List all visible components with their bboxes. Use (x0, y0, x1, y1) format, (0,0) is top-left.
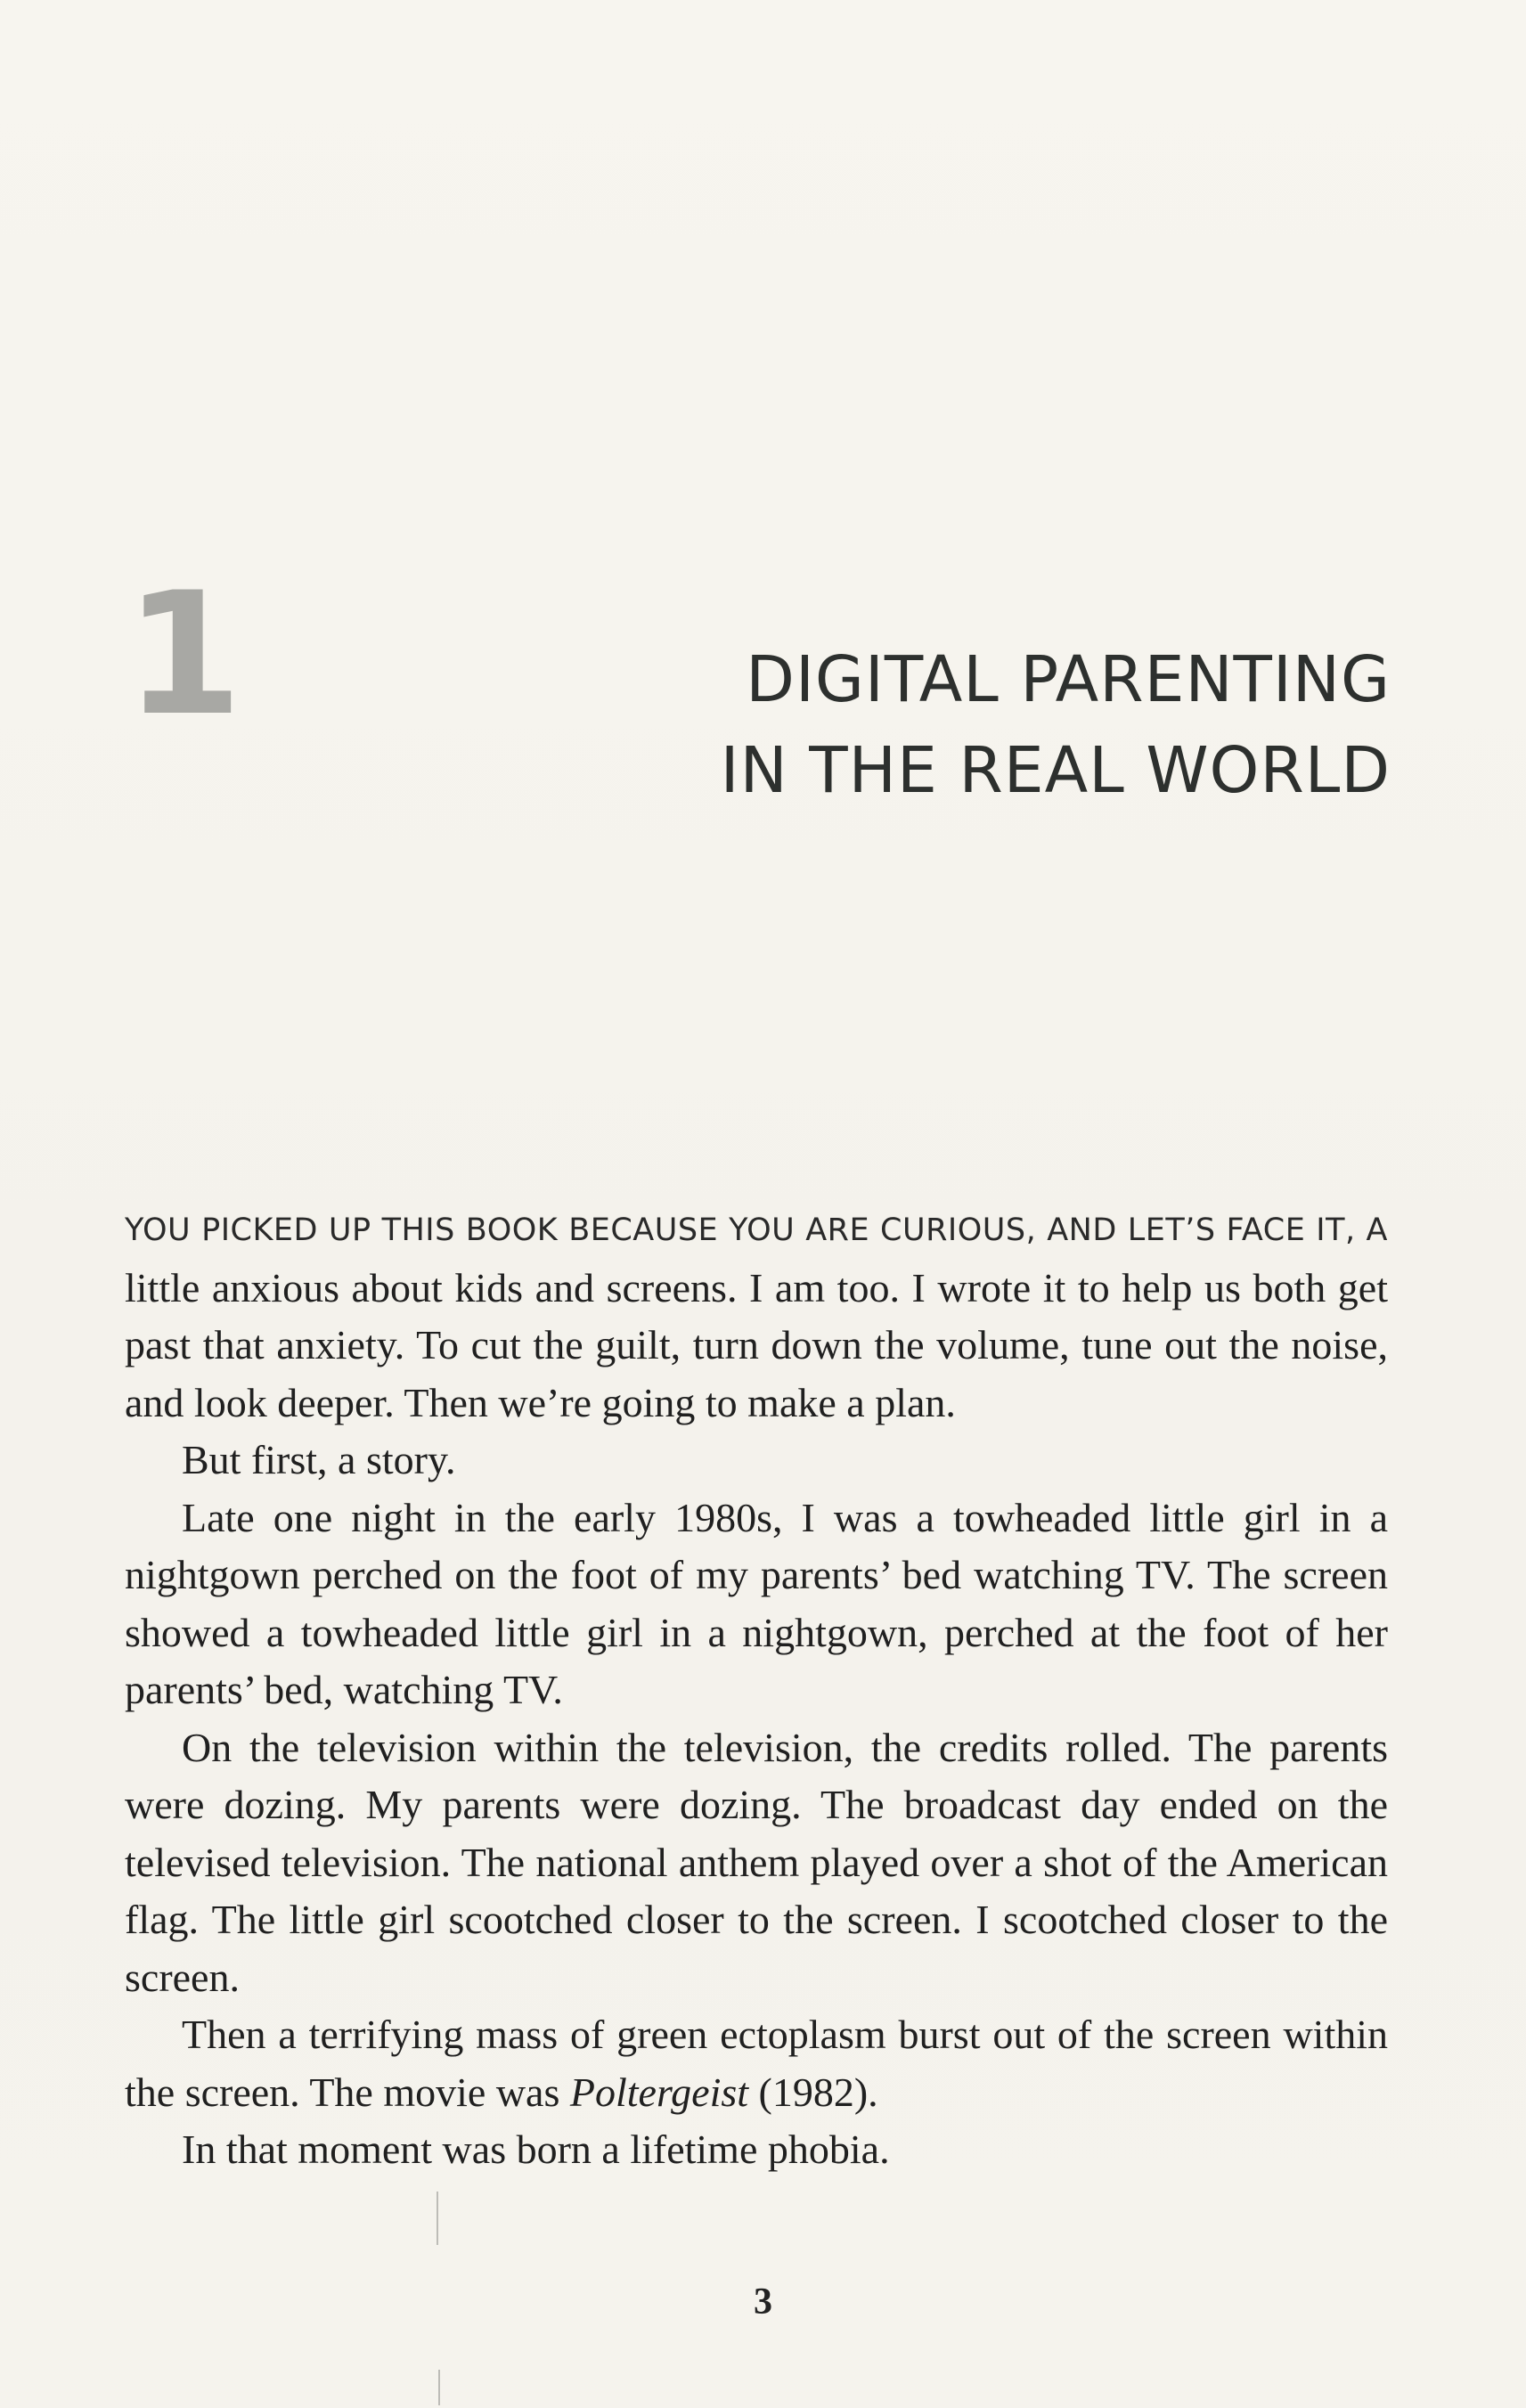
small-caps-lead-in: YOU PICKED UP THIS BOOK BECAUSE YOU ARE CURIOUS, AND LET’S FACE IT, A (125, 1212, 1388, 1248)
chapter-title-line-2: IN THE REAL WORLD (720, 733, 1391, 807)
movie-title: Poltergeist (569, 2069, 749, 2115)
scan-mark (437, 2192, 438, 2245)
paragraph-1-text: little anxious about kids and screens. I am too. I wrote it to help us both get past that anxiety. To cut the guilt, turn down the volume, tune out the noise, and look deeper. Then we’re going to make a plan. (125, 1264, 1388, 1425)
chapter-number: 1 (125, 556, 238, 753)
scan-mark (438, 2370, 440, 2405)
chapter-title-line-1: DIGITAL PARENTING (746, 642, 1391, 716)
paragraph-5-end: (1982). (748, 2069, 878, 2115)
paragraph-4: On the television within the television, the credits rolled. The parents were dozing. My parents were dozing. The broadcast day ended on the televised television. The national anthem played over a shot of the American flag. The little girl scootched closer to the screen. I scootched closer to the screen. (125, 1724, 1388, 2000)
paragraph-1 (125, 1198, 1388, 1432)
paragraph-3: Late one night in the early 1980s, I was a towheaded little girl in a nightgown perched on the foot of my parents’ bed watching TV. The screen showed a towheaded little girl in a nightgown, perched at the foot of her parents’ bed, watching TV. (125, 1494, 1388, 1712)
paragraph-5-text: Then a terrifying mass of green ectoplasm burst out of the screen within the screen. The movie was (125, 2012, 1388, 2115)
page-number: 3 (754, 2281, 772, 2322)
paragraph-6: In that moment was born a lifetime phobia. (182, 2126, 890, 2172)
chapter-title (721, 634, 1391, 816)
paragraph-5 (125, 2006, 1388, 2121)
paragraph-2: But first, a story. (182, 1437, 456, 1482)
body-text (125, 1198, 1388, 2179)
